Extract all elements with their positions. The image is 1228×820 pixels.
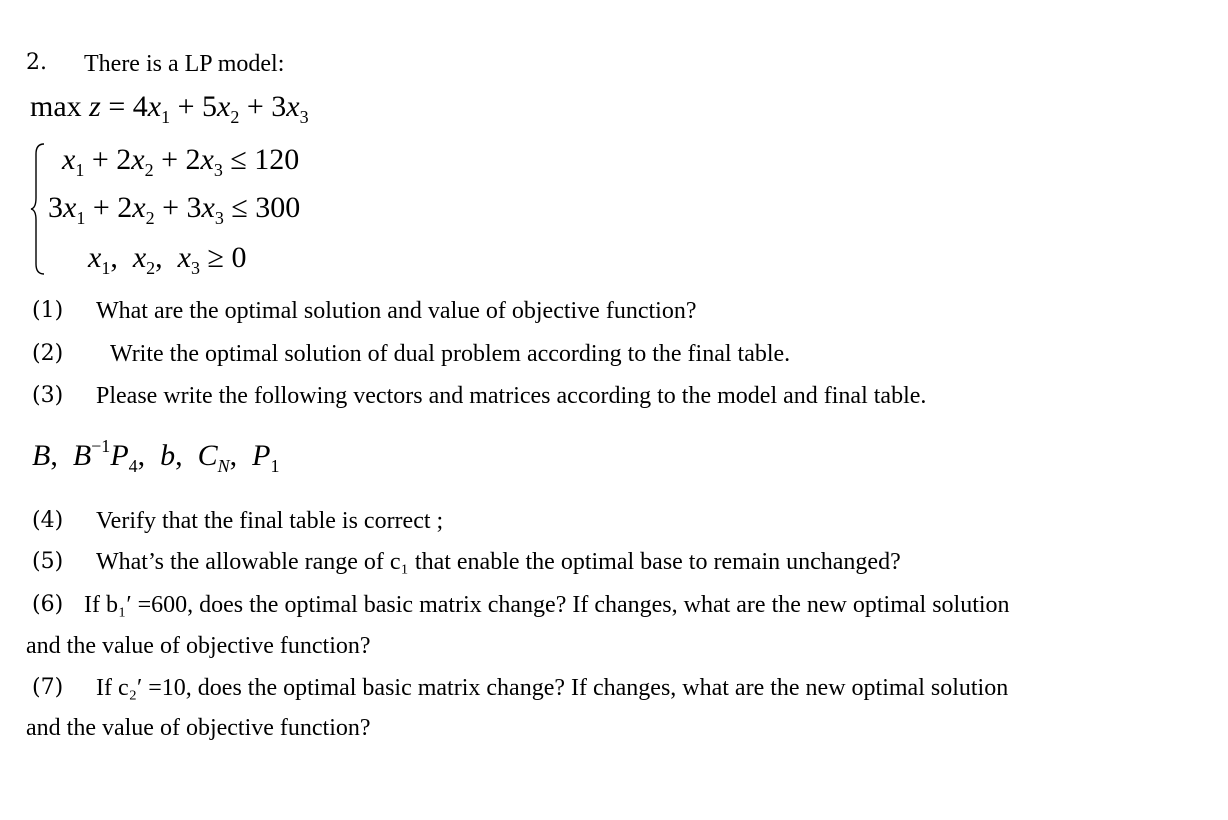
q6-number: (6) — [32, 592, 64, 617]
constraint-brace — [30, 142, 46, 276]
q7-number: (7) — [32, 675, 64, 700]
constraint-1: $x_1 + 2x_2 + 2x_3 \le 120$ — [62, 143, 300, 180]
q6-text-line2: and the value of objective function? — [26, 633, 371, 659]
q1-text: What are the optimal solution and value of objective function? — [96, 298, 697, 324]
objective-function: $\max z = 4x_1 + 5x_2 + 3x_3$ — [30, 90, 309, 127]
vectors-matrices-list: B, $B^{-1}P_4$, b, $C_N$, $P_1$ — [32, 436, 280, 476]
q4-text: Verify that the final table is correct ; — [96, 508, 444, 534]
q1-number: (1) — [32, 298, 64, 323]
q3-text: Please write the following vectors and matrices according to the model and final table. — [96, 383, 927, 409]
q7-text-line2: and the value of objective function? — [26, 715, 371, 741]
q5-text: What’s the allowable range of c₁ that enable the optimal base to remain unchanged? — [96, 549, 901, 575]
q5-number: (5) — [32, 549, 64, 574]
q3-number: (3) — [32, 383, 64, 408]
q4-number: (4) — [32, 508, 64, 533]
constraint-nonneg: $x_1$, $x_2$, $x_3 \ge 0$ — [88, 241, 247, 278]
q6-text-line1: If b₁′ =600, does the optimal basic matrix change? If changes, what are the new optimal solution — [84, 592, 1010, 618]
q2-text: Write the optimal solution of dual problem according to the final table. — [110, 341, 791, 367]
constraint-2: $3x_1 + 2x_2 + 3x_3 \le 300$ — [48, 191, 301, 228]
q7-text-line1: If c₂′ =10, does the optimal basic matrix change? If changes, what are the new optimal solution — [96, 675, 1009, 701]
q2-number: (2) — [32, 341, 64, 366]
problem-intro: There is a LP model: — [84, 51, 285, 77]
problem-number: 2. — [26, 50, 47, 75]
